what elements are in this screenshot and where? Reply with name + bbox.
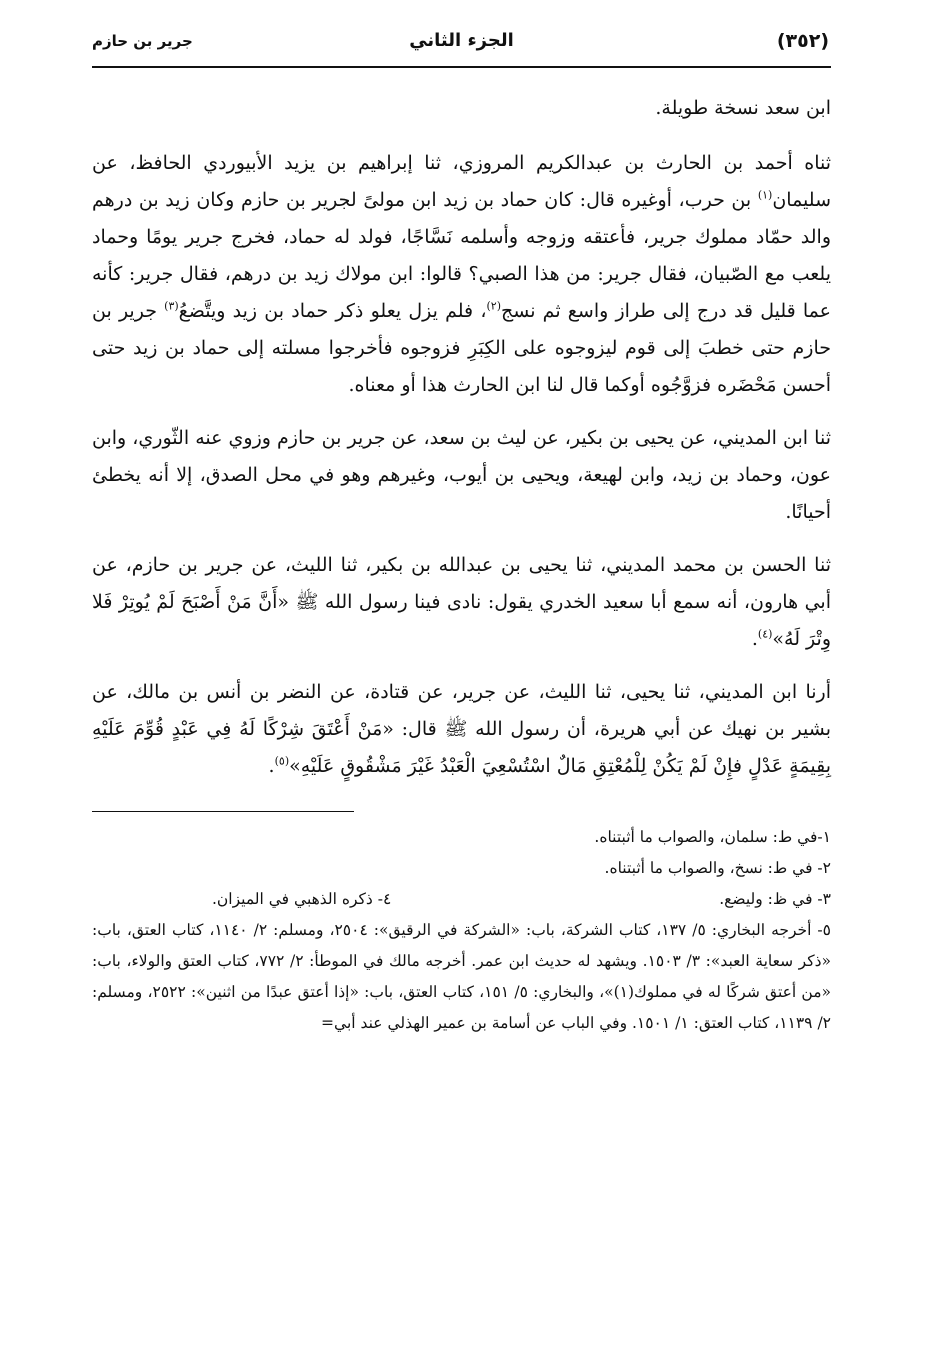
paragraph-1 bbox=[92, 145, 831, 404]
footnote-ref-5: (٥) bbox=[274, 754, 290, 768]
footnotes bbox=[92, 822, 831, 1039]
footnote-5: ٥- أخرجه البخاري: ٥/ ١٣٧، كتاب الشركة، باب: «الشركة في الرقيق»: ٢٥٠٤، ومسلم: ٢/ ١١٤٠، كتاب العتق، باب: «ذكر سعاية العبد»: ٣/ ١٥٠٣. ويشهد له حديث ابن عمر. أخرجه مالك في الموطأ: ٢/ ٧٧٢، كتاب العتق والولاء، باب: «من أعتق شركًا له في مملوك(١)»، والبخاري: ٥/ ١٥١، كتاب العتق، باب: «إذا أعتق عبدًا من اثنين»: ٢٥٢٢، ومسلم: ٢/ ١١٣٩، كتاب العتق: ١/ ١٥٠١. وفي الباب عن أسامة بن عمير الهذلي عند أبي= bbox=[92, 921, 831, 1032]
page-number: (٣٥٢) bbox=[776, 30, 829, 52]
paragraph-text: . bbox=[268, 755, 275, 777]
footnote-4: ٤- ذكره الذهبي في الميزان. bbox=[212, 890, 392, 908]
paragraph-4 bbox=[92, 674, 831, 785]
footnote-row bbox=[92, 884, 831, 915]
paragraph-continuation bbox=[92, 90, 831, 127]
header-rule bbox=[92, 66, 831, 68]
paragraph-2 bbox=[92, 420, 831, 531]
paragraph-text: ابن سعد نسخة طويلة. bbox=[655, 97, 831, 119]
footnote-3: ٣- في ظ: وليضع. bbox=[719, 890, 831, 908]
footnote-ref-1: (١) bbox=[757, 188, 773, 202]
main-text bbox=[92, 90, 831, 785]
paragraph-text: ، فلم يزل يعلو ذكر حماد بن زيد ويتَّضعُ bbox=[178, 300, 487, 322]
paragraph-text: جرير بن حازم حتى خطبَ إلى قوم ليزوجوه على الكِبَرِ فزوجوه فأخرجوا مسلته إلى حماد بن زيد حتى أحسن مَحْضَره فزوَّجُوه أوكما قال لنا ابن الحارث هذا أو معناه. bbox=[92, 300, 831, 396]
footnote-ref-3: (٣) bbox=[164, 299, 179, 313]
running-header bbox=[92, 24, 831, 68]
footnote-1: ١-في ط: سلمان، والصواب ما أثبتناه. bbox=[594, 828, 831, 846]
footnote-ref-2: (٢) bbox=[486, 299, 501, 313]
footnote-ref-4: (٤) bbox=[757, 627, 773, 641]
paragraph-text: ثنا ابن المديني، عن يحيى بن بكير، عن ليث بن سعد، عن جرير بن حازم وزوي عنه الثّوري، وابن عون، وحماد بن زيد، وابن لهيعة، ويحيى بن أيوب، وغيرهم وهو في محل الصدق، إلا أنه يخطئ أحيانًا. bbox=[92, 427, 831, 523]
footnote-2: ٢- في ط: نسخ، والصواب ما أثبتناه. bbox=[604, 859, 831, 877]
footnote-divider bbox=[92, 811, 354, 812]
part-title: الجزء الثاني bbox=[409, 30, 514, 51]
paragraph-text: بن حرب، أوغيره قال: كان حماد بن زيد ابن مولىً لجرير بن حازم وكان زيد بن درهم والد حمّاد مملوك جرير، فأعتقه وزوجه وأسلمه نَسَّاجًا، فولد له حماد، فخرج جرير يومًا وحماد يلعب مع الصّبيان، فقال جرير: من هذا الصبي؟ قالوا: ابن مولاك زيد بن درهم، فقال جرير: كأنه عما قليل قد درج إلى طراز واسع ثم نسج bbox=[92, 189, 831, 322]
paragraph-text: أرنا ابن المديني، ثنا يحيى، ثنا الليث، عن جرير، عن قتادة، عن النضر بن أنس بن مالك، عن بشير بن نهيك عن أبي هريرة، أن رسول الله ﷺ قال: «مَنْ أَعْتَقَ شِرْكًا لَهُ فِي عَبْدٍ قُوِّمَ عَلَيْهِ بِقِيمَةٍ عَدْلٍ فإِنْ لَمْ يَكُنْ لِلْمُعْتِقِ مَالٌ اسْتُسْعِيَ الْعَبْدُ غَيْرَ مَشْقُوقٍ عَلَيْهِ» bbox=[92, 681, 832, 777]
paragraph-text: ثناه أحمد بن الحارث بن عبدالكريم المروزي، ثنا إبراهيم بن يزيد الأبيوردي الحافظ، عن سليمان bbox=[92, 152, 831, 211]
entry-title: جرير بن حازم bbox=[92, 32, 193, 50]
paragraph-text: ثنا الحسن بن محمد المديني، ثنا يحيى بن عبدالله بن بكير، ثنا الليث، عن جرير بن حازم، عن أبي هارون، أنه سمع أبا سعيد الخدري يقول: نادى فينا رسول الله ﷺ «أَنَّ مَنْ أَصْبَحَ لَمْ يُوتِرْ فَلا وِتْرَ لَهُ» bbox=[92, 554, 831, 650]
paragraph-text: . bbox=[751, 628, 758, 650]
paragraph-3 bbox=[92, 547, 831, 658]
